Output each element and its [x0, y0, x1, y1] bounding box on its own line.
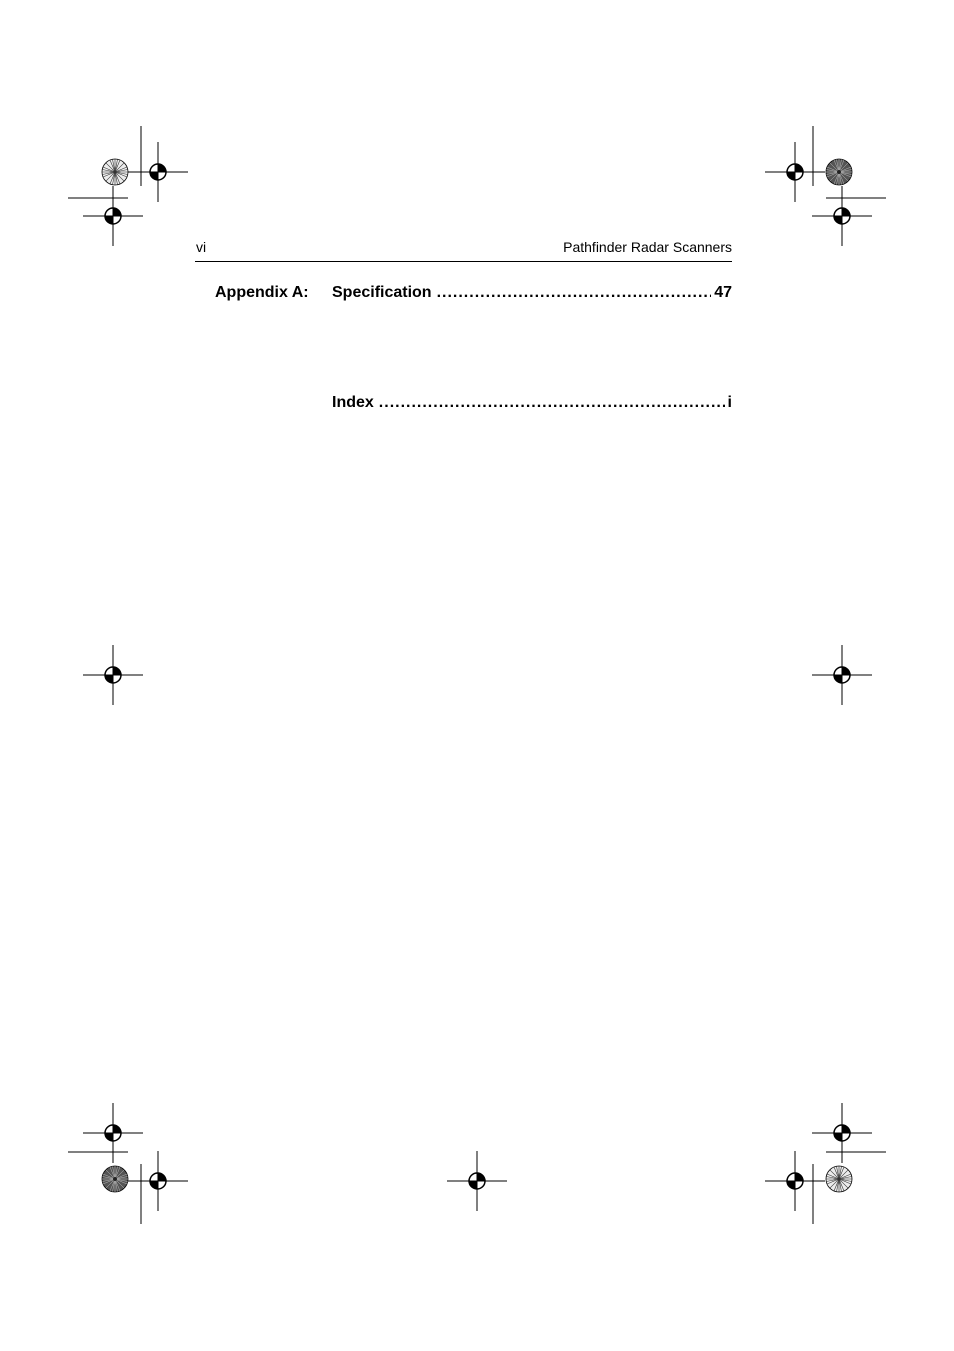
color-bar-icon — [102, 1166, 128, 1192]
color-bar-icon — [826, 1166, 852, 1192]
registration-mark-icon — [765, 1151, 825, 1211]
running-header — [195, 238, 732, 262]
registration-mark-icon — [812, 1103, 872, 1163]
toc-entry-specification[interactable] — [332, 284, 732, 302]
registration-mark-icon — [83, 186, 143, 246]
toc-entry-page: i — [727, 394, 732, 411]
color-bar-icon — [102, 159, 128, 185]
toc-appendix-label: Appendix A: — [215, 284, 309, 301]
registration-mark-icon — [447, 1151, 507, 1211]
registration-mark-icon — [83, 645, 143, 705]
registration-mark-icon — [128, 142, 188, 202]
toc-entry-index[interactable] — [332, 394, 732, 412]
toc-entry-page: 47 — [714, 284, 732, 301]
toc-entry-title: Index — [332, 394, 374, 411]
page-number: vi — [196, 239, 207, 255]
toc-entry-title: Specification — [332, 284, 432, 301]
document-title: Pathfinder Radar Scanners — [563, 239, 732, 255]
registration-mark-icon — [812, 645, 872, 705]
registration-mark-icon — [83, 1103, 143, 1163]
dot-leader — [437, 284, 712, 302]
color-bar-icon — [826, 159, 852, 185]
registration-mark-icon — [812, 186, 872, 246]
registration-mark-icon — [765, 142, 825, 202]
dot-leader — [379, 394, 725, 412]
registration-mark-icon — [128, 1151, 188, 1211]
